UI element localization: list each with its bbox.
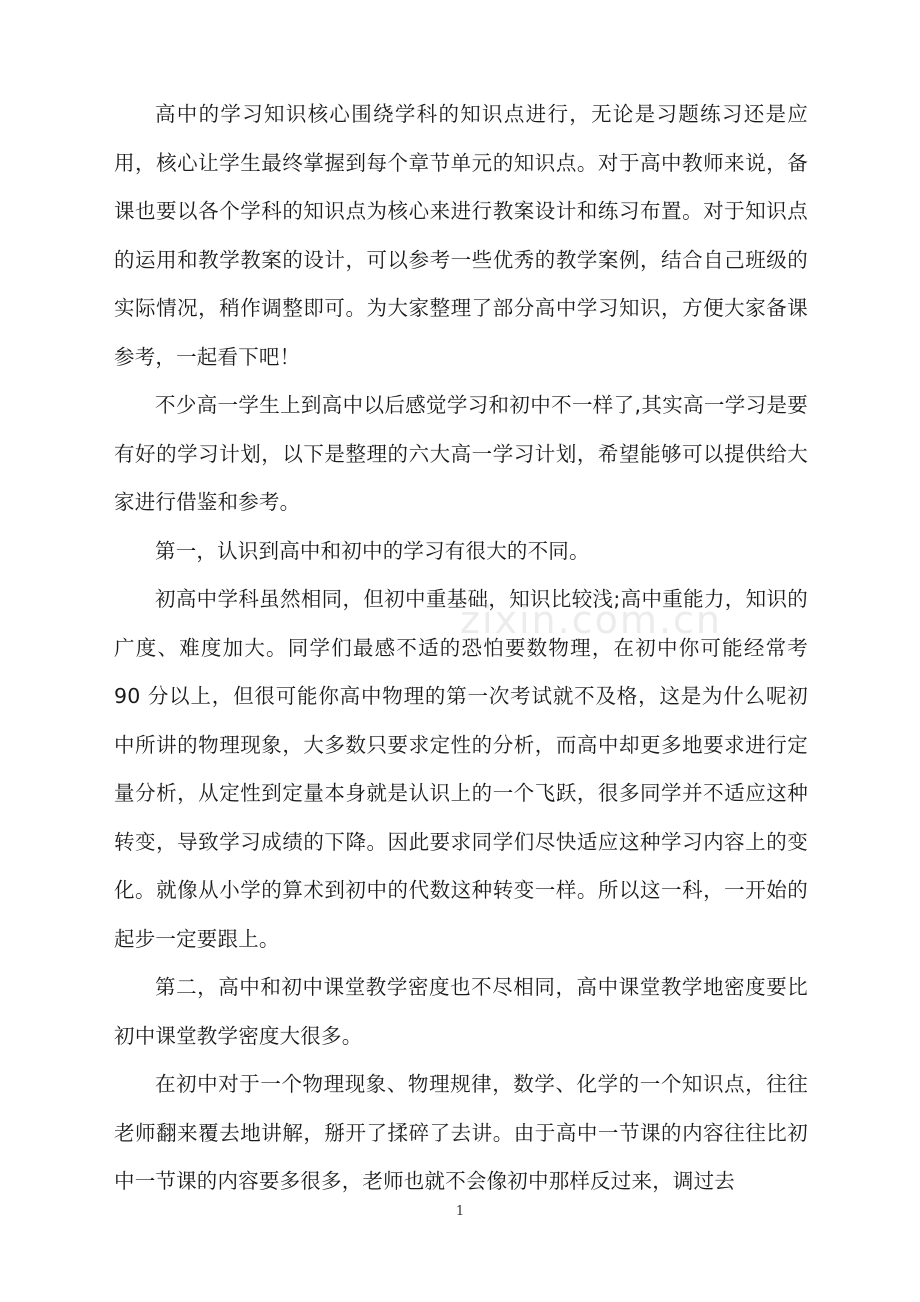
paragraph-point-two-heading: 第二，高中和初中课堂教学密度也不尽相同，高中课堂教学地密度要比初中课堂教学密度大很多。 <box>114 975 808 1048</box>
paragraph-point-two-body: 在初中对于一个物理现象、物理规律，数学、化学的一个知识点，往往老师翻来覆去地讲解，掰开了揉碎了去讲。由于高中一节课的内容往往比初中一节课的内容要多很多，老师也就不会像初中那样反过来，调过去 <box>114 1072 808 1193</box>
paragraph-overview: 不少高一学生上到高中以后感觉学习和初中不一样了,其实高一学习是要有好的学习计划，以下是整理的六大高一学习计划，希望能够可以提供给大家进行借鉴和参考。 <box>114 393 808 514</box>
paragraph-point-one-heading: 第一，认识到高中和初中的学习有很大的不同。 <box>155 538 590 563</box>
document-body <box>114 90 808 1206</box>
paragraph-point-one-body: 初高中学科虽然相同，但初中重基础，知识比较浅;高中重能力，知识的广度、难度加大。同学们最感不适的恐怕要数物理，在初中你可能经常考 90 分以上，但很可能你高中物理的第一次考试就不及格，这是为什么呢初中所讲的物理现象，大多数只要求定性的分析，而高中却更多地要求进行定量分析，从定性到定量本身就是认识上的一个飞跃，很多同学并不适应这种转变，导致学习成绩的下降。因此要求同学们尽快适应这种学习内容上的变化。就像从小学的算术到初中的代数这种转变一样。所以这一科，一开始的起步一定要跟上。 <box>114 587 808 951</box>
paragraph-intro: 高中的学习知识核心围绕学科的知识点进行，无论是习题练习还是应用，核心让学生最终掌握到每个章节单元的知识点。对于高中教师来说，备课也要以各个学科的知识点为核心来进行教案设计和练习布置。对于知识点的运用和教学教案的设计，可以参考一些优秀的教学案例，结合自己班级的实际情况，稍作调整即可。为大家整理了部分高中学习知识，方便大家备课参考，一起看下吧！ <box>114 102 808 369</box>
watermark: zixin.com.cn <box>460 598 722 642</box>
page-number: 1 <box>455 1204 465 1219</box>
